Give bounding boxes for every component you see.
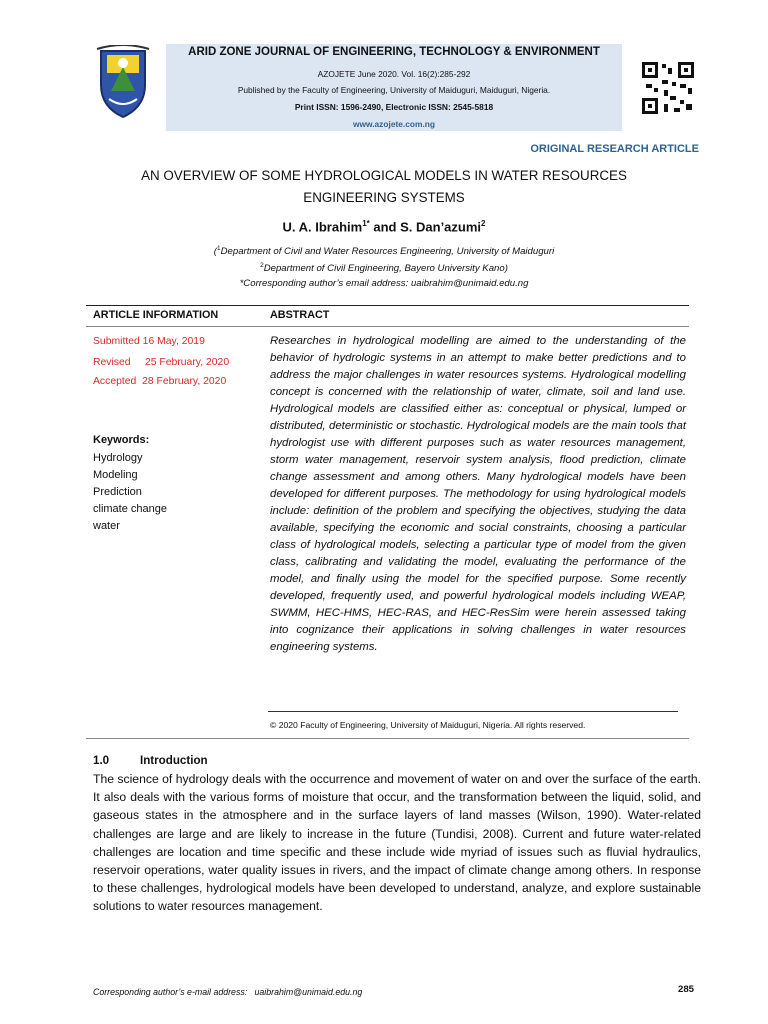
affiliation-superscript: 2 xyxy=(260,262,264,269)
section-divider xyxy=(86,305,689,306)
paper-title-line: AN OVERVIEW OF SOME HYDROLOGICAL MODELS IN WATER RESOURCES xyxy=(141,168,627,183)
section-title: Introduction xyxy=(140,754,208,767)
affiliation-text: Department of Civil Engineering, Bayero University Kano) xyxy=(263,263,508,275)
keyword-item: Prediction xyxy=(93,486,142,498)
keyword-item: Modeling xyxy=(93,469,138,481)
author-name: U. A. Ibrahim xyxy=(282,219,363,235)
author-superscript: 2 xyxy=(481,219,486,228)
paper-title-line: ENGINEERING SYSTEMS xyxy=(303,190,465,205)
section-divider xyxy=(86,326,689,327)
keyword-item: Hydrology xyxy=(93,452,143,464)
affiliation-text: Department of Civil and Water Resources Engineering, University of Maiduguri xyxy=(220,246,555,258)
page-number: 285 xyxy=(678,984,695,995)
article-info-heading: ARTICLE INFORMATION xyxy=(93,309,219,321)
author-connector: and xyxy=(369,219,401,235)
keyword-item: climate change xyxy=(93,503,167,515)
affiliation-paren: ( xyxy=(213,246,217,258)
article-type-label: ORIGINAL RESEARCH ARTICLE xyxy=(530,143,699,155)
corresponding-email: *Corresponding author’s email address: uaibrahim@unimaid.edu.ng xyxy=(239,278,529,289)
introduction-paragraph: The science of hydrology deals with the occurrence and movement of water on and over the surface of the earth. It also deals with the various forms of moisture that occur, and the transformation between the liquid, solid, and gaseous states in the atmosphere and in the surface layers of land masses (Wilson, 1990). Water-related challenges are large and are likely to increase in the future (Tundisi, 2008). Current and future water-related challenges are location and time specific and these include wide myriad of issues such as fluvial hydraulics, reservoir operations, water quality issues in rivers, and the impact of climate change among others. In response to these challenges, hydrological models have been developed to understand, analyze, and explore sustainable solutions to water resources management. xyxy=(93,772,701,914)
abstract-divider xyxy=(268,711,678,712)
accepted-date: Accepted 28 February, 2020 xyxy=(93,376,227,387)
paper-title xyxy=(100,165,668,209)
footer-email-note: Corresponding author’s e-mail address: uaibrahim@unimaid.edu.ng xyxy=(93,987,363,997)
issn-info: Print ISSN: 1596-2490, Electronic ISSN: 2545-5818 xyxy=(294,102,494,112)
keyword-item: water xyxy=(93,520,120,532)
journal-name: ARID ZONE JOURNAL OF ENGINEERING, TECHNOLOGY & ENVIRONMENT xyxy=(188,46,600,58)
affiliation-2 xyxy=(100,262,668,274)
affiliation-1 xyxy=(100,245,668,257)
author-list xyxy=(100,219,668,234)
keywords-heading: Keywords: xyxy=(93,434,150,446)
abstract-heading: ABSTRACT xyxy=(270,309,330,321)
issue-info: AZOJETE June 2020. Vol. 16(2):285-292 xyxy=(317,69,471,79)
author-name: S. Dan’azumi xyxy=(400,219,482,235)
author-superscript: 1* xyxy=(362,219,370,228)
publisher-info: Published by the Faculty of Engineering, University of Maiduguri, Maiduguri, Nigeria. xyxy=(237,85,551,95)
journal-website-link[interactable]: www.azojete.com.ng xyxy=(352,119,436,129)
qr-code-icon xyxy=(640,60,696,116)
university-logo xyxy=(95,45,151,121)
abstract-body: Researches in hydrological modelling are aimed to the understanding of the behavior of hydrologic systems in an attempt to make better predictions and to address the major challenges in water resources systems. Hydrological modelling concept is concerned with the relationship of water, climate, soil and land use. Hydrological models are classified either as: conceptual or physical, lumped or distributed, deterministic or stochastic. Hydrological models are the main tools that hydrologist use with different purposes such as water resources management, storm water management, reservoir system analysis, flood prediction, climate change assessment and among others. Many hydrological models have been developed for different purposes. The methodology for using hydrological models include: definition of the problem and specifying the objectives, studying the data available, specifying the economic and social constraints, choosing a particular class of hydrological models, selecting a particular type of model from the given class, calibrating and validating the model, evaluating the performance of the model, and finally using the model for the specified purpose. Some recently developed, frequently used, and powerful hydrological models including WEAP, SWMM, HEC-HMS, HEC-RAS, and HEC-ResSim were herein assessed taking into cognizance their applications in solving challenges in water resources engineering systems. xyxy=(270,335,686,653)
copyright-notice: © 2020 Faculty of Engineering, University of Maiduguri, Nigeria. All rights reserved. xyxy=(270,720,586,730)
submitted-date: Submitted 16 May, 2019 xyxy=(93,336,205,347)
affiliation-superscript: 1 xyxy=(216,245,221,252)
section-divider xyxy=(86,738,689,739)
section-number: 1.0 xyxy=(93,754,110,767)
revised-date: Revised 25 February, 2020 xyxy=(93,357,230,368)
